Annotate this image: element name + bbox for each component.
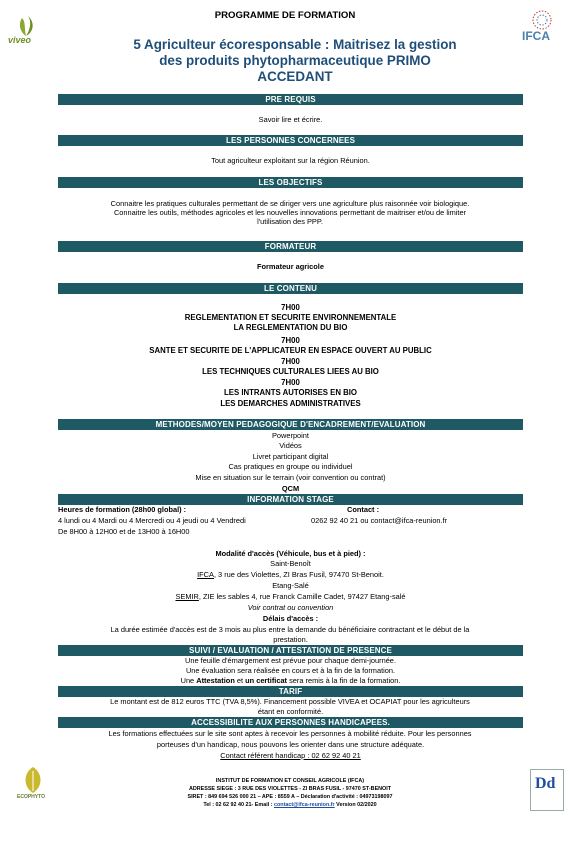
formateur-text: Formateur agricole [257, 262, 324, 271]
objectifs-line-2: Connaitre les outils, méthodes agricoles et les nouvelles innovations permettant de maitriser et/ou de limiter [113, 208, 467, 217]
methodes-line-2: Vidéos [279, 441, 302, 450]
delais-line-1: La durée estimée d'accès est de 3 mois au plus entre la demande du bénéficiaire contractant et le début de la [110, 625, 470, 634]
section-bar-methodes: METHODES/MOYEN PEDAGOGIQUE D'ENCADREMENT/EVALUATION [58, 419, 523, 430]
semir-link[interactable]: SEMIR [175, 592, 199, 601]
contenu-line-9: LES INTRANTS AUTORISES EN BIO [224, 388, 357, 397]
contenu-line-4: 7H00 [281, 336, 300, 345]
section-bar-personnes: LES PERSONNES CONCERNEES [58, 135, 523, 146]
ifca-logo-text: IFCA [522, 29, 550, 43]
footer-line-1: INSTITUT DE FORMATION ET CONSEIL AGRICOLE (IFCA) [215, 778, 365, 784]
title-line-2: des produits phytopharmaceutique PRIMO [159, 53, 431, 68]
section-bar-suivi: SUIVI / EVALUATION / ATTESTATION DE PRESENCE [58, 645, 523, 656]
footer-email-link[interactable]: contact@ifca-reunion.fr [273, 802, 335, 808]
address-ifca [58, 570, 523, 579]
footer-line-3: SIRET : 849 694 526 000 21 – APE : 8559 A – Déclaration d'activité : 04973198097 [187, 794, 393, 800]
section-bar-prerequis: PRE REQUIS [58, 94, 523, 105]
footer-line-4-pre: Tel : 02 62 92 40 21- Email : [203, 802, 274, 808]
personnes-text: Tout agriculteur exploitant sur la région Réunion. [211, 156, 370, 165]
place-etang-sale: Etang-Salé [272, 581, 309, 590]
delais-label: Délais d'accès : [262, 614, 319, 623]
suivi-line-3-pre: Une [180, 676, 197, 685]
methodes-line-3: Livret participant digital [252, 452, 329, 461]
contenu-line-7: LES TECHNIQUES CULTURALES LIEES AU BIO [202, 367, 379, 376]
access-line-2: porteuses d'un handicap, nous pouvons les orienter dans une structure adéquate. [156, 740, 425, 749]
objectifs-line-1: Connaitre les pratiques culturales permettant de se diriger vers une agriculture plus raisonnée voir biologique. [110, 199, 470, 208]
days-line: 4 lundi ou 4 Mardi ou 4 Mercredi ou 4 jeudi ou 4 Vendredi [58, 516, 246, 525]
footer-version: Version 02/2020 [334, 802, 377, 808]
address-ifca-rest: , 3 rue des Violettes, ZI Bras Fusil, 97470 St-Benoit. [213, 570, 384, 579]
delais-line-2: prestation. [273, 635, 308, 644]
suivi-certificat: un certificat [245, 676, 288, 685]
section-bar-info: INFORMATION STAGE [58, 494, 523, 505]
suivi-line-3-post: sera remis à la fin de la formation. [287, 676, 401, 685]
suivi-line-2: Une évaluation sera réalisée en cours et à la fin de la formation. [185, 666, 396, 675]
methodes-line-1: Powerpoint [272, 431, 309, 440]
contenu-line-8: 7H00 [281, 378, 300, 387]
suivi-attestation: Attestation [196, 676, 235, 685]
vivea-logo-text: viveo [8, 35, 32, 45]
datadock-logo-text: Dd [535, 775, 556, 792]
section-bar-objectifs: LES OBJECTIFS [58, 177, 523, 188]
section-bar-formateur: FORMATEUR [58, 241, 523, 252]
contenu-line-10: LES DEMARCHES ADMINISTRATIVES [220, 399, 361, 408]
footer-line-2: ADRESSE SIEGE : 3 RUE DES VIOLETTES - ZI BRAS FUSIL - 97470 ST-BENOIT [188, 786, 392, 792]
ifca-link[interactable]: IFCA [197, 570, 214, 579]
suivi-line-3 [58, 676, 523, 685]
suivi-line-3-mid: et [234, 676, 246, 685]
modalite-label: Modalité d'accès (Véhicule, bus et à pied) : [215, 549, 366, 558]
ifca-logo [518, 10, 566, 48]
footer-line-4 [120, 802, 460, 810]
methodes-line-6: QCM [281, 484, 300, 493]
title-line-1: 5 Agriculteur écoresponsable : Maitrisez la gestion [133, 37, 457, 52]
contenu-line-5: SANTE ET SECURITE DE L'APPLICATEUR EN ESPACE OUVERT AU PUBLIC [149, 346, 432, 355]
contenu-line-2: REGLEMENTATION ET SECURITE ENVIRONNEMENTALE [184, 313, 397, 322]
title-line-3: ACCEDANT [257, 69, 333, 84]
datadock-logo [530, 769, 564, 811]
access-contact[interactable]: Contact référent handicap : 02 62 92 40 21 [220, 751, 361, 760]
section-bar-tarif: TARIF [58, 686, 523, 697]
ecophyto-logo-text: ECOPHYTO [17, 794, 45, 800]
vivea-logo [8, 14, 54, 50]
ecophyto-logo [15, 765, 51, 807]
time-line: De 8H00 à 12H00 et de 13H00 à 16H00 [58, 527, 190, 536]
section-bar-accessibilite: ACCESSIBILITE AUX PERSONNES HANDICAPEES. [58, 717, 523, 728]
methodes-line-5: Mise en situation sur le terrain (voir convention ou contrat) [195, 473, 386, 482]
objectifs-line-3: l'utilisation des PPP. [257, 217, 323, 226]
contenu-line-3: LA REGLEMENTATION DU BIO [233, 323, 348, 332]
prerequis-text: Savoir lire et écrire. [258, 115, 323, 124]
programme-label: PROGRAMME DE FORMATION [214, 10, 356, 21]
voir-contrat: Voir contrat ou convention [247, 603, 334, 612]
contenu-line-6: 7H00 [281, 357, 300, 366]
page-title [70, 37, 520, 85]
suivi-line-1: Une feuille d'émargement est prévue pour chaque demi-journée. [185, 656, 396, 665]
contenu-line-1: 7H00 [281, 303, 300, 312]
tarif-line-1: Le montant est de 812 euros TTC (TVA 8,5%). Financement possible VIVEA et OCAPIAT pour les agriculteurs [110, 697, 470, 706]
address-semir-rest: , ZIE les sables 4, rue Franck Camille Cadet, 97427 Etang-salé [198, 592, 406, 601]
place-saint-benoit: Saint-Benoît [270, 559, 311, 568]
address-semir [58, 592, 523, 601]
section-bar-contenu: LE CONTENU [58, 283, 523, 294]
access-line-1: Les formations effectuées sur le site sont aptes à recevoir les personnes à mobilité réduite. Pour les personnes [108, 729, 472, 738]
contact-line[interactable]: 0262 92 40 21 ou contact@ifca-reunion.fr [311, 516, 448, 525]
tarif-line-2: étant en conformité. [257, 707, 324, 716]
hours-label: Heures de formation (28h00 global) : [58, 505, 187, 514]
contact-label: Contact : [347, 505, 380, 514]
methodes-line-4: Cas pratiques en groupe ou individuel [228, 462, 353, 471]
